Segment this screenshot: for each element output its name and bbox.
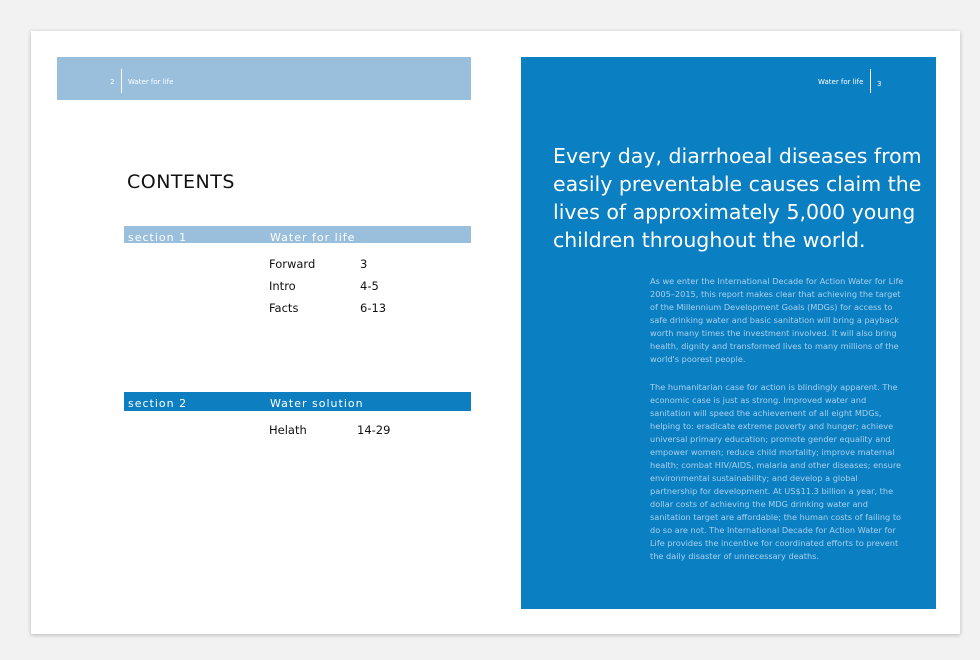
contents-heading: CONTENTS <box>127 171 235 193</box>
left-page-number: 2 <box>110 78 115 86</box>
section-2-label: section 2 <box>128 397 188 410</box>
toc-entry-name: Forward <box>269 257 316 271</box>
toc-entry-name: Facts <box>269 301 299 315</box>
toc-entry-page: 3 <box>360 257 368 271</box>
section-1-bar <box>124 226 471 243</box>
left-folio-divider <box>121 69 122 93</box>
toc-entry-page: 6-13 <box>360 301 387 315</box>
toc-entry[interactable] <box>269 257 368 271</box>
toc-entry-page: 4-5 <box>360 279 379 293</box>
right-folio-divider <box>870 69 871 93</box>
section-2-bar <box>124 392 471 411</box>
body-paragraph-1: As we enter the International Decade for Action Water for Life 2005–2015, this report makes clear that achieving the target of the Millennium Development Goals (MDGs) for access to safe drinking water and basic sanitation will bring a payback worth many times the investment involved. It will also bring health, dignity and transformed lives to many millions of the world's poorest people. <box>650 276 904 364</box>
toc-entry-name: Intro <box>269 279 296 293</box>
section-2-title: Water solution <box>270 397 364 410</box>
toc-entry[interactable] <box>269 301 387 315</box>
body-paragraph-2: The humanitarian case for action is blindingly apparent. The economic case is just as strong. Improved water and sanitation will speed the achievement of all eight MDGs, helping to: eradicate extreme poverty and hunger; achieve universal primary education; promote gender equality and empower women; reduce child mortality; improve maternal health; combat HIV/AIDS, malaria and other diseases; ensure environmental sustainability; and develop a global partnership for development. At US$11.3 billion a year, the dollar costs of achieving the MDG drinking water and sanitation target are affordable; the human costs of failing to do so are not. The International Decade for Action Water for Life provides the incentive for coordinated efforts to prevent the daily disaster of unnecessary deaths. <box>650 382 902 561</box>
toc-entry-page: 14-29 <box>357 423 391 437</box>
toc-entry[interactable] <box>269 279 379 293</box>
toc-entry[interactable] <box>269 423 391 437</box>
book-spread <box>31 31 960 634</box>
right-page-number: 3 <box>877 80 882 88</box>
toc-entry-name: Helath <box>269 423 307 437</box>
right-running-title: Water for life <box>818 78 864 86</box>
section-1-title: Water for life <box>270 231 356 243</box>
right-page-panel <box>521 57 936 609</box>
left-running-title: Water for life <box>128 78 174 86</box>
left-header-band <box>57 57 471 100</box>
section-1-label: section 1 <box>128 231 188 243</box>
pull-quote-headline: Every day, diarrhoeal diseases from easily preventable causes claim the lives of approximately 5,000 young children throughout the world. <box>553 144 922 252</box>
